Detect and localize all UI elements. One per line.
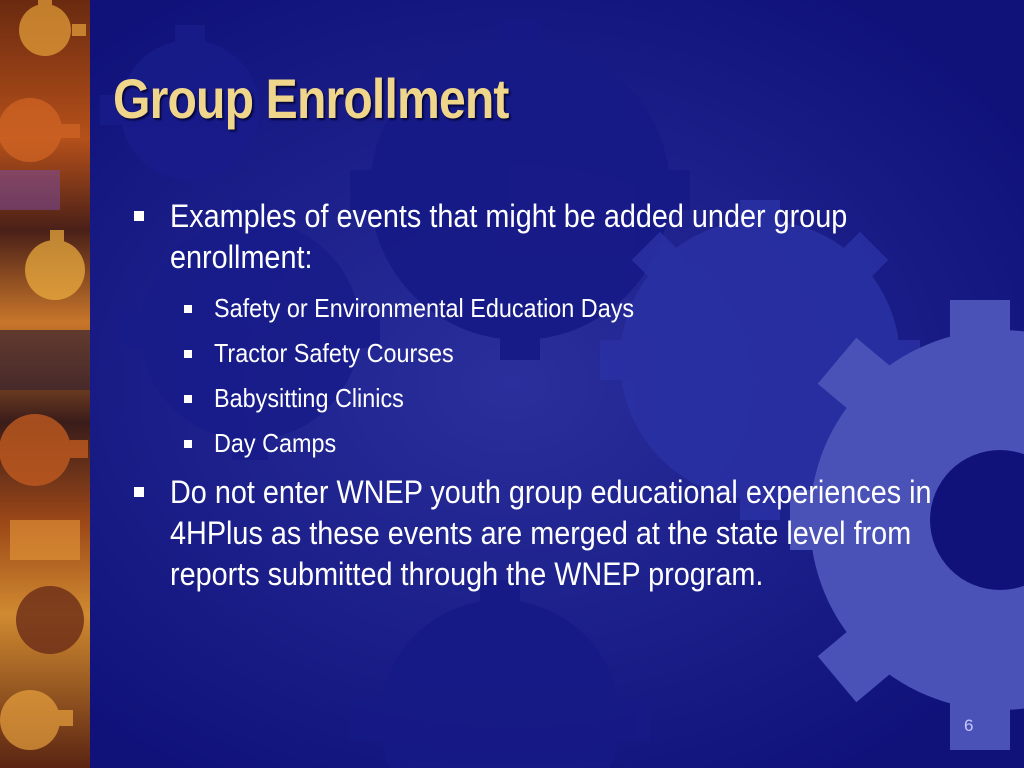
gear-icon — [0, 98, 80, 162]
gear-icon — [0, 414, 88, 486]
sub-bullet-item — [180, 421, 964, 466]
sub-bullet-text: Babysitting Clinics — [214, 383, 404, 413]
bullet-item — [134, 196, 964, 278]
gear-icon — [0, 690, 73, 750]
bullet-text: Examples of events that might be added under group enrollment: — [170, 198, 848, 275]
bullet-item — [134, 472, 964, 595]
sub-bullet-item — [180, 331, 964, 376]
square-bullet-icon — [184, 305, 192, 313]
gear-icon — [16, 586, 84, 654]
slide-title: Group Enrollment — [113, 67, 509, 130]
slide-content — [134, 196, 964, 595]
square-bullet-icon — [134, 211, 144, 221]
gear-icon — [25, 230, 85, 300]
sub-bullet-text: Tractor Safety Courses — [214, 338, 454, 368]
decorative-side-strip — [0, 0, 90, 768]
sub-bullet-text: Safety or Environmental Education Days — [214, 293, 635, 323]
sub-bullet-list — [134, 286, 964, 466]
slide-number: 6 — [964, 716, 974, 735]
square-bullet-icon — [184, 440, 192, 448]
bullet-text: Do not enter WNEP youth group educational experiences in 4HPlus as these events are merged at the state level from reports submitted through the WNEP program. — [170, 474, 932, 592]
sub-bullet-item — [180, 376, 964, 421]
square-bullet-icon — [134, 487, 144, 497]
sub-bullet-text: Day Camps — [214, 428, 337, 458]
sub-bullet-item — [180, 286, 964, 331]
gear-icon — [19, 0, 86, 56]
square-bullet-icon — [184, 350, 192, 358]
square-bullet-icon — [184, 395, 192, 403]
